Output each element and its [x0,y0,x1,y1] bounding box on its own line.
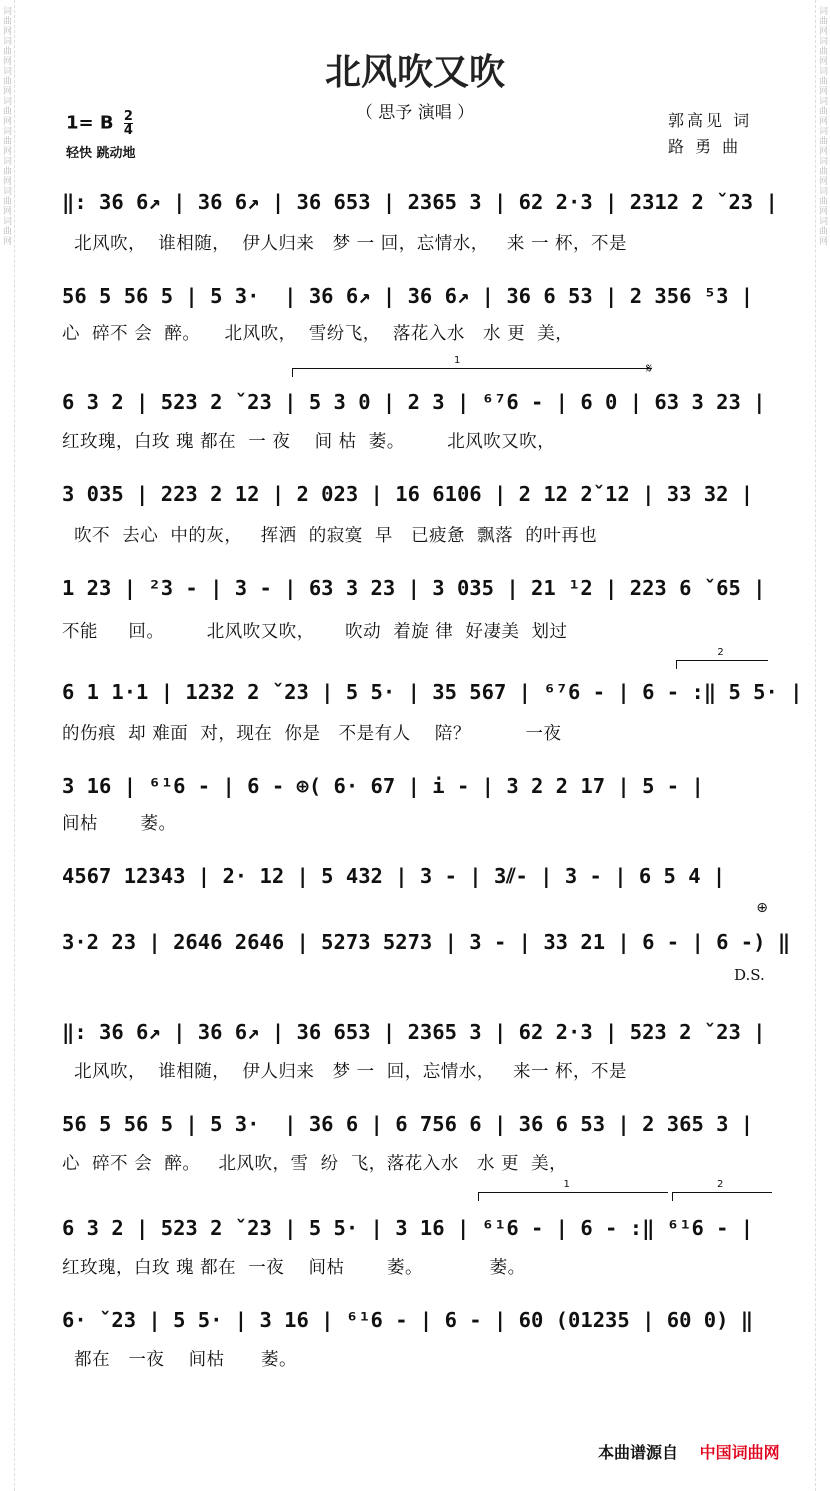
song-title: 北风吹又吹 [324,52,505,93]
singer-credit: （ 思予 演唱 ） [355,103,475,123]
volta-bracket-1-second [478,1179,668,1193]
notation-row: 6 3 2 | 523 2 ˇ23 | 5 5· | 3 16 | ⁶¹6 - | 6 - :‖ ⁶¹6 - | [62,1216,754,1240]
time-signature [124,110,133,137]
composer-credit: 路 勇 曲 [668,137,742,156]
time-top: 2 [123,109,133,124]
volta-number: 1 [454,355,461,366]
key-label: 1= B [66,112,114,134]
lyrics-row: 不能 回。 北风吹又吹， 吹动 着旋 律 好凄美 划过 [62,622,568,642]
volta-number: 1 [563,1179,570,1190]
notation-row: 56 5 56 5 | 5 3· | 36 6↗ | 36 6↗ | 36 6 53 | 2 356 ⁵3 | [62,284,754,308]
notation-row: 3·2 23 | 2646 2646 | 5273 5273 | 3 - | 33 21 | 6 - | 6 -) ‖ [62,930,791,954]
right-watermark-strip [815,0,830,1491]
lyrics-row: 间枯 萎。 [62,814,177,834]
time-bottom: 4 [123,123,133,138]
lyrics-row: 红玫瑰，白玫 瑰 都在 一夜 间枯 萎。 萎。 [62,1258,526,1278]
tempo-marking: 轻快 跳动地 [66,146,136,161]
notation-row: ‖: 36 6↗ | 36 6↗ | 36 653 | 2365 3 | 62 2·3 | 2312 2 ˇ23 | [62,190,778,214]
watermark-text: 词曲网词曲网词曲网词曲网词曲网词曲网词曲网词曲网 [817,6,827,246]
lyricist-credit: 郭高见 词 [668,111,753,130]
source-footer [598,1440,780,1463]
volta-bracket-2-second [672,1179,772,1193]
dal-segno-mark: D.S. [734,966,765,984]
coda-icon: ⊕ [756,900,768,916]
lyrics-row: 北风吹， 谁相随， 伊人归来 梦 一 回，忘情水， 来一 杯，不是 [62,1062,628,1082]
segno-icon: 𝄋 [645,361,652,377]
lyrics-row: 心 碎不 会 醉。 北风吹， 雪纷飞， 落花入水 水 更 美， [62,324,574,344]
lyrics-row: 北风吹， 谁相随， 伊人归来 梦 一 回，忘情水， 来 一 杯，不是 [62,234,628,254]
lyrics-row: 的伤痕 却 难面 对，现在 你是 不是有人 陪？ 一夜 [62,724,562,744]
lyrics-row: 都在 一夜 间枯 萎。 [62,1350,297,1370]
notation-row: 6 1 1·1 | 1232 2 ˇ23 | 5 5· | 35 567 | ⁶⁷6 - | 6 - :‖ 5 5· | [62,680,803,704]
watermark-text: 词曲网词曲网词曲网词曲网词曲网词曲网词曲网词曲网 [1,6,11,246]
notation-row: 3 035 | 223 2 12 | 2 023 | 16 6106 | 2 12 2ˇ12 | 33 32 | [62,482,754,506]
notation-row: ‖: 36 6↗ | 36 6↗ | 36 653 | 2365 3 | 62 2·3 | 523 2 ˇ23 | [62,1020,766,1044]
lyrics-row: 红玫瑰，白玫 瑰 都在 一 夜 间 枯 萎。 北风吹又吹， [62,432,556,452]
notation-row: 4567 12343 | 2· 12 | 5 432 | 3 - | 3⫽- | 3 - | 6 5 4 | [62,864,726,888]
lyrics-row: 心 碎不 会 醉。 北风吹，雪 纷 飞，落花入水 水 更 美， [62,1154,568,1174]
source-brand-link[interactable]: 中国词曲网 [699,1443,780,1462]
notation-row: 6· ˇ23 | 5 5· | 3 16 | ⁶¹6 - | 6 - | 60 (01235 | 60 0) ‖ [62,1308,754,1332]
left-watermark-strip [0,0,15,1491]
notation-row: 6 3 2 | 523 2 ˇ23 | 5 3 0 | 2 3 | ⁶⁷6 - | 6 0 | 63 3 23 | [62,390,766,414]
notation-row: 3 16 | ⁶¹6 - | 6 - ⊕( 6· 67 | i - | 3 2 2 17 | 5 - | [62,774,704,798]
volta-bracket-2 [676,647,768,661]
volta-bracket-1 [292,355,652,377]
volta-number: 2 [717,647,724,658]
notation-row: 1 23 | ²3 - | 3 - | 63 3 23 | 3 035 | 21 ¹2 | 223 6 ˇ65 | [62,576,766,600]
key-signature [66,110,133,137]
source-label: 本曲谱源自 [598,1443,679,1462]
notation-row: 56 5 56 5 | 5 3· | 36 6 | 6 756 6 | 36 6 53 | 2 365 3 | [62,1112,754,1136]
lyrics-row: 吹不 去心 中的灰， 挥洒 的寂寞 早 已疲惫 飘落 的叶再也 [62,526,598,546]
volta-number: 2 [717,1179,724,1190]
